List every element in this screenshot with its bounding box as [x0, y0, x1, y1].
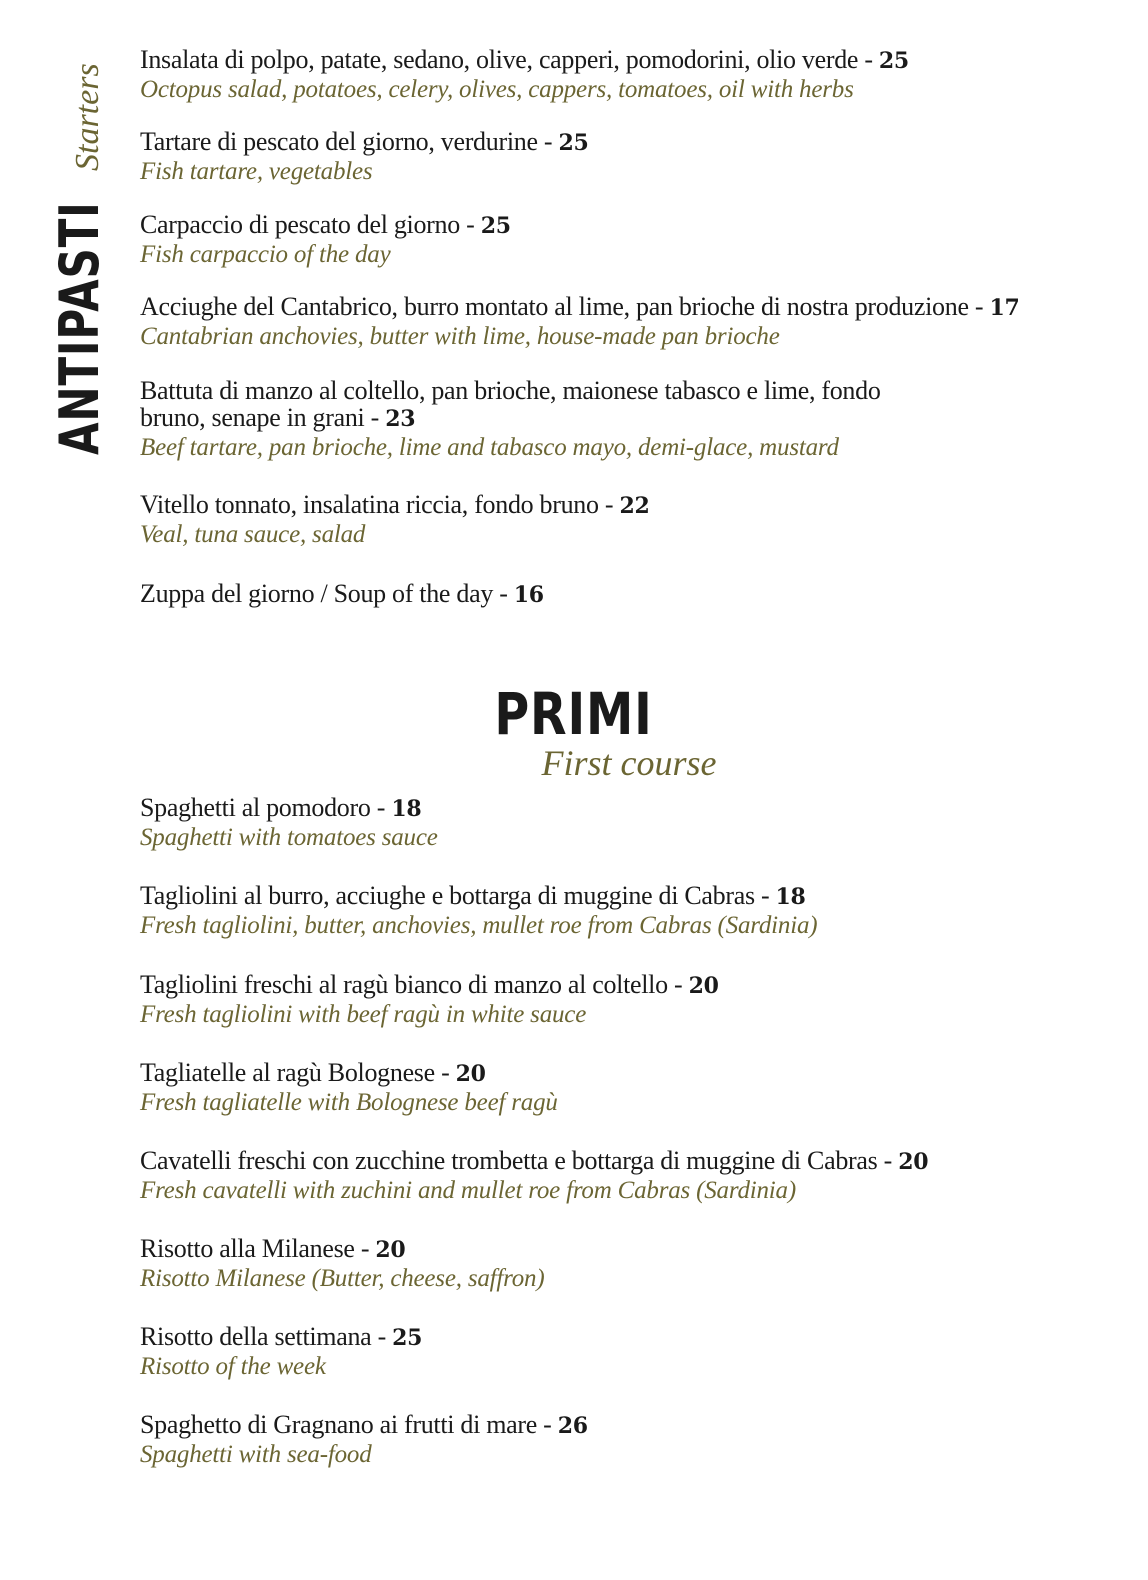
item-price: 18: [391, 796, 422, 822]
item-name: Spaghetto di Gragnano ai frutti di mare -: [140, 1410, 558, 1439]
menu-item: [140, 1147, 928, 1206]
menu-item: [140, 293, 1019, 352]
item-price: 20: [688, 973, 719, 999]
primi-subtitle: First course: [541, 743, 717, 783]
item-translation: Cantabrian anchovies, butter with lime, house-made pan brioche: [140, 323, 780, 350]
item-translation: Spaghetti with sea-food: [140, 1441, 372, 1468]
item-translation: Fresh tagliolini with beef ragù in white sauce: [140, 1001, 587, 1028]
item-name: Cavatelli freschi con zucchine trombetta e bottarga di muggine di Cabras -: [140, 1146, 899, 1175]
menu-item: [140, 491, 650, 550]
item-name: Battuta di manzo al coltello, pan brioche, maionese tabasco e lime, fondo bruno, senape in grani -: [140, 376, 881, 432]
menu-item: [140, 794, 438, 853]
item-name: Acciughe del Cantabrico, burro montato al lime, pan brioche di nostra produzione -: [140, 292, 990, 321]
item-translation: Fresh tagliolini, butter, anchovies, mullet roe from Cabras (Sardinia): [140, 912, 818, 939]
menu-item: [140, 211, 511, 270]
item-price: 18: [775, 884, 806, 910]
item-price: 22: [619, 493, 650, 519]
antipasti-subtitle: Starters: [69, 63, 106, 171]
menu-item: [140, 46, 909, 105]
item-price: 20: [898, 1149, 929, 1175]
item-translation: Veal, tuna sauce, salad: [140, 521, 366, 548]
item-name: Tagliolini al burro, acciughe e bottarga di muggine di Cabras -: [140, 881, 776, 910]
item-name: Insalata di polpo, patate, sedano, olive, capperi, pomodorini, olio verde -: [140, 45, 879, 74]
item-name: Vitello tonnato, insalatina riccia, fondo bruno -: [140, 490, 620, 519]
menu-item: [140, 377, 900, 463]
item-translation: Spaghetti with tomatoes sauce: [140, 824, 438, 851]
item-translation: Fish tartare, vegetables: [140, 158, 373, 185]
item-name: Tagliatelle al ragù Bolognese -: [140, 1058, 456, 1087]
item-price: 25: [878, 48, 909, 74]
menu-item: [140, 1059, 558, 1118]
item-translation: Risotto of the week: [140, 1353, 326, 1380]
item-name: Risotto alla Milanese -: [140, 1234, 376, 1263]
item-name: Tagliolini freschi al ragù bianco di manzo al coltello -: [140, 970, 689, 999]
menu-item: [140, 1323, 422, 1382]
menu-item: [140, 882, 817, 941]
item-price: 23: [385, 406, 416, 432]
item-price: 17: [989, 295, 1020, 321]
item-price: 20: [455, 1061, 486, 1087]
item-translation: Beef tartare, pan brioche, lime and tabasco mayo, demi-glace, mustard: [140, 434, 839, 461]
menu-item: [140, 1411, 588, 1470]
item-name: Spaghetti al pomodoro -: [140, 793, 392, 822]
menu-item: [140, 128, 588, 187]
primi-heading: [0, 680, 1148, 784]
primi-title: PRIMI: [494, 680, 654, 748]
item-translation: Fish carpaccio of the day: [140, 241, 391, 268]
menu-item: [140, 1235, 544, 1294]
item-translation: Fresh cavatelli with zuchini and mullet roe from Cabras (Sardinia): [140, 1177, 796, 1204]
item-name: Risotto della settimana -: [140, 1322, 393, 1351]
item-price: 25: [392, 1325, 423, 1351]
item-price: 20: [375, 1237, 406, 1263]
antipasti-title: ANTIPASTI: [48, 201, 111, 455]
item-price: 16: [513, 582, 544, 608]
item-translation: Octopus salad, potatoes, celery, olives, cappers, tomatoes, oil with herbs: [140, 76, 854, 103]
item-translation: Risotto Milanese (Butter, cheese, saffron): [140, 1265, 545, 1292]
item-name: Zuppa del giorno / Soup of the day -: [140, 579, 514, 608]
item-price: 25: [558, 130, 589, 156]
item-price: 26: [557, 1413, 588, 1439]
antipasti-side-title: [48, 63, 111, 455]
menu-item: [140, 971, 719, 1030]
item-translation: Fresh tagliatelle with Bolognese beef ragù: [140, 1089, 558, 1116]
item-name: Carpaccio di pescato del giorno -: [140, 210, 481, 239]
item-name: Tartare di pescato del giorno, verdurine -: [140, 127, 559, 156]
item-price: 25: [480, 213, 511, 239]
menu-item: [140, 580, 544, 609]
